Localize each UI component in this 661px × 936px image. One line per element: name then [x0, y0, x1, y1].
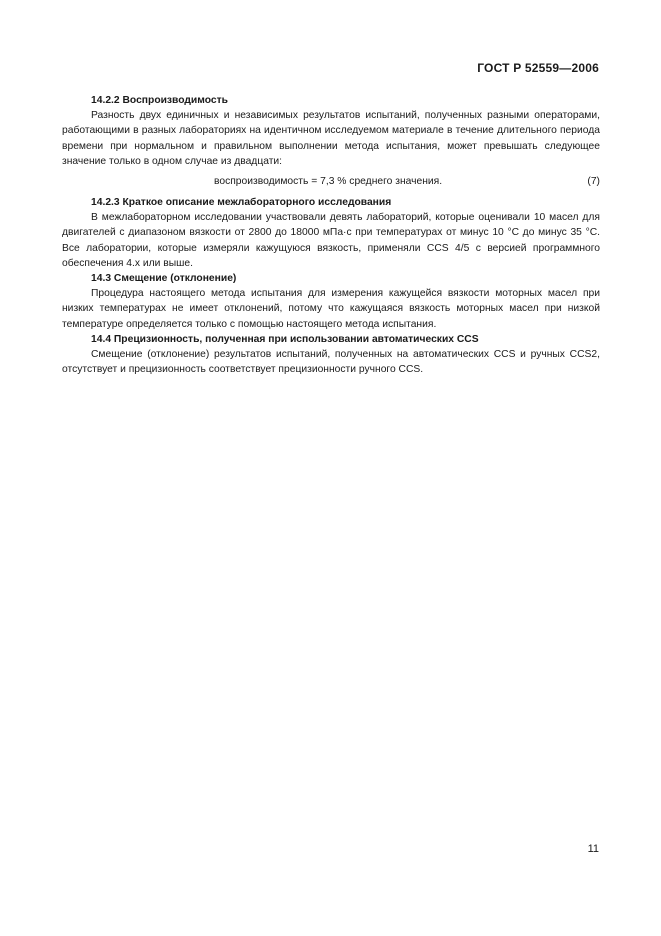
section-heading-14-2-2: 14.2.2 Воспроизводимость: [91, 95, 229, 106]
formula-number: (7): [587, 176, 600, 188]
section-heading-14-2-3: 14.2.3 Краткое описание межлабораторного исследования: [91, 197, 392, 209]
section-heading-14-4: 14.4 Прецизионность, полученная при использовании автоматических CCS: [91, 333, 479, 345]
section-paragraph-14-2-2: Разность двух единичных и независимых результатов испытаний, полученных разными операторами, работающими в разных лабораториях на идентичном исследуемом материале в течение длительного периода времени при нормальном и правильном выполнении метода испытания, может превышать следующее значение только в одном случае из двадцати:: [62, 110, 600, 167]
formula-row: [62, 174, 600, 189]
document-body: [62, 93, 600, 377]
section-heading-14-3: 14.3 Смещение (отклонение): [91, 273, 237, 285]
section-paragraph-14-4: Смещение (отклонение) результатов испытаний, полученных на автоматических CCS и ручных CCS2, отсутствует и прецизионность соответствует прецизионности ручного CCS.: [62, 349, 600, 376]
document-code-header: ГОСТ Р 52559—2006: [477, 61, 599, 75]
page-number: 11: [587, 843, 599, 855]
section-paragraph-14-3: Процедура настоящего метода испытания для измерения кажущейся вязкости моторных масел при низких температурах не имеет отклонений, потому что кажущаяся вязкость моторных масел при низкой температуре определяется только с помощью настоящего метода испытания.: [62, 288, 600, 330]
section-paragraph-14-2-3: В межлабораторном исследовании участвовали девять лабораторий, которые оценивали 10 масел для двигателей с диапазоном вязкости от 2800 до 18000 мПа·с при температурах от минус 10 °С до минус 35 °С. Все лаборатории, которые измеряли кажущуюся вязкость, применяли CCS 4/5 с версией программного обеспечения 4.х или выше.: [62, 212, 600, 269]
reproducibility-formula: воспроизводимость = 7,3 % среднего значения.: [214, 176, 443, 188]
